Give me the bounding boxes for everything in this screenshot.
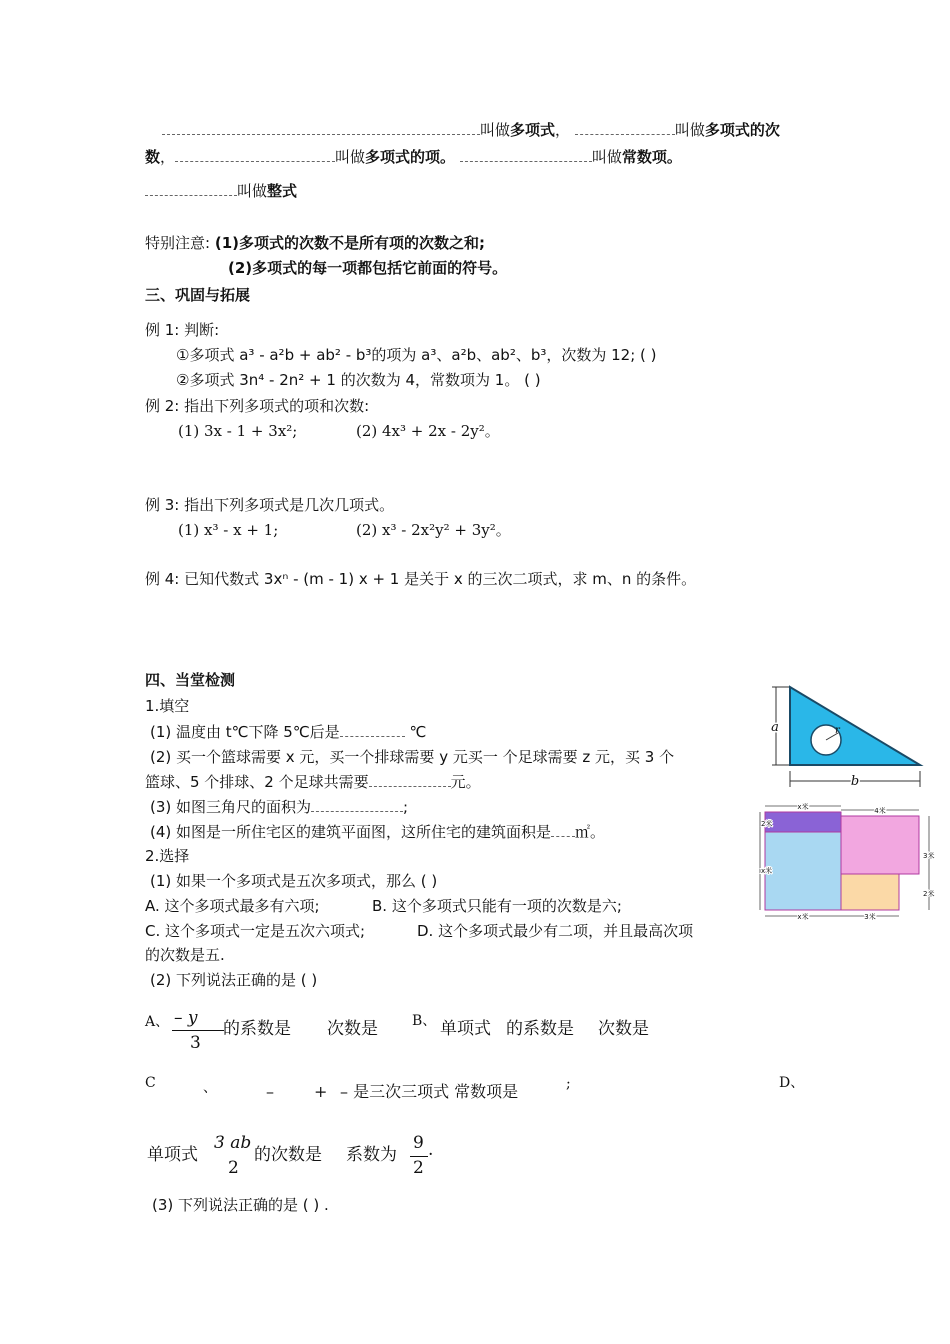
definition-line-1: 叫做多项式， 叫做多项式的次 — [162, 120, 780, 140]
fill-q4: (4) 如图是一所住宅区的建筑平面图，这所住宅的建筑面积是 ㎡。 — [150, 823, 606, 841]
definition-line-3: 叫做整式 — [145, 181, 297, 201]
blank-constant[interactable] — [460, 147, 592, 162]
room-purple — [765, 812, 841, 832]
ex3-title: 例 3: 指出下列多项式是几次几项式。 — [145, 496, 395, 514]
fill-q3-blank[interactable] — [311, 797, 403, 812]
option-a-fraction-bar — [172, 1030, 224, 1031]
room-peach — [841, 874, 899, 910]
ex1-title: 例 1: 判断: — [145, 321, 220, 339]
triangle-ruler-figure — [770, 683, 926, 793]
ex2-title: 例 2: 指出下列多项式的项和次数: — [145, 397, 370, 415]
option-a-numerator: – y — [174, 1008, 198, 1028]
ex2-part2: (2) 4x³ + 2x - 2y²。 — [356, 422, 500, 440]
option-c-label: C — [145, 1075, 156, 1091]
option-a-text1: 的系数是 — [223, 1019, 291, 1039]
label-a: a — [771, 720, 779, 735]
label-bottom-3: 3米 — [864, 913, 876, 921]
option-d-label: D、 — [779, 1075, 805, 1091]
option-c-plus: + — [314, 1082, 328, 1101]
ex1-q2: ②多项式 3n⁴ - 2n² + 1 的次数为 4，常数项为 1。 ( ) — [176, 371, 541, 389]
room-pink — [841, 816, 919, 874]
option-c-separator: 、 — [203, 1080, 217, 1096]
option-d-text1: 单项式 — [147, 1145, 198, 1165]
choice-q2: (2) 下列说法正确的是 ( ) — [150, 971, 318, 989]
choice-q1-option-d-cont: 的次数是五. — [145, 946, 225, 964]
fill-q1-blank[interactable] — [340, 722, 405, 737]
ex3-part2: (2) x³ - 2x²y² + 3y²。 — [356, 521, 511, 539]
fill-q1: (1) 温度由 t℃下降 5℃后是 ℃ — [150, 723, 427, 741]
notice-line-1: 特别注意: (1)多项式的次数不是所有项的次数之和; — [145, 234, 485, 252]
label-top-4: 4米 — [874, 807, 886, 815]
option-d-end: . — [428, 1140, 434, 1160]
choice-q1-option-b: B. 这个多项式只能有一项的次数是六; — [372, 897, 622, 915]
choice-q3: (3) 下列说法正确的是 ( ) . — [152, 1196, 329, 1214]
building-plan-figure — [757, 800, 943, 922]
option-b-text3: 次数是 — [598, 1019, 649, 1039]
definition-line-2: 数， 叫做多项式的项。 叫做常数项。 — [145, 148, 682, 166]
label-right-2: 2米 — [923, 890, 935, 898]
label-right-3: 3米 — [923, 852, 935, 860]
choice-q1-option-a: A. 这个多项式最多有六项; — [145, 897, 320, 915]
option-a-text2: 次数是 — [327, 1019, 378, 1039]
option-a-label: A、 — [145, 1014, 170, 1030]
label-left-2: 2米 — [761, 820, 773, 828]
blank-integral[interactable] — [145, 181, 237, 196]
option-a-denominator: 3 — [190, 1033, 201, 1053]
option-d-text2: 的次数是 — [254, 1145, 322, 1165]
option-c-minus: – — [266, 1082, 274, 1101]
section3-title: 三、巩固与拓展 — [145, 286, 251, 304]
option-d-denominator: 2 — [228, 1158, 239, 1178]
ex1-q1: ①多项式 a³ - a²b + ab² - b³的项为 a³、a²b、ab²、b³，次数为 12; ( ) — [176, 346, 657, 364]
label-b: b — [850, 774, 860, 789]
choice-q1: (1) 如果一个多项式是五次多项式，那么 ( ) — [150, 872, 438, 890]
ex4: 例 4: 已知代数式 3xⁿ - (m - 1) x + 1 是关于 x 的三次二项式，求 m、n 的条件。 — [145, 570, 697, 588]
choice-q1-option-d: D. 这个多项式最少有二项，并且最高次项 — [417, 922, 694, 940]
triangle-shape — [790, 687, 920, 765]
option-c-semicolon: ; — [566, 1076, 571, 1092]
option-d-numerator2: 9 — [413, 1133, 424, 1153]
label-top-x: x米 — [797, 803, 809, 811]
option-b-label: B、 — [412, 1013, 437, 1029]
option-d-fraction-bar — [410, 1156, 428, 1157]
fill-q2-blank[interactable] — [369, 772, 451, 787]
fill-q3: (3) 如图三角尺的面积为 ; — [150, 798, 409, 816]
label-left-x: x米 — [761, 867, 773, 875]
section4-title: 四、当堂检测 — [145, 671, 236, 689]
option-b-text2: 的系数是 — [506, 1019, 574, 1039]
choice-title: 2.选择 — [145, 847, 190, 865]
label-r: r — [835, 725, 840, 736]
blank-degree[interactable] — [575, 120, 675, 135]
blank-polynomial[interactable] — [162, 120, 480, 135]
ex3-part1: (1) x³ - x + 1; — [178, 521, 279, 539]
notice-line-2: (2)多项式的每一项都包括它前面的符号。 — [228, 259, 508, 277]
fill-q2-line2: 篮球、5 个排球、2 个足球共需要 元。 — [145, 773, 481, 791]
fill-q4-blank[interactable] — [551, 822, 575, 837]
ex2-part1: (1) 3x - 1 + 3x²; — [178, 422, 298, 440]
choice-q1-option-c: C. 这个多项式一定是五次六项式; — [145, 922, 366, 940]
option-d-numerator: 3 ab — [214, 1133, 252, 1153]
option-d-text3: 系数为 — [346, 1145, 397, 1165]
room-blue — [765, 832, 841, 910]
label-bottom-x: x米 — [797, 913, 809, 921]
fill-q2-line1: (2) 买一个篮球需要 x 元，买一个排球需要 y 元买一 个足球需要 z 元，买 3 个 — [150, 748, 675, 766]
blank-term[interactable] — [175, 147, 335, 162]
option-c-text: – 是三次三项式 常数项是 — [340, 1082, 519, 1101]
option-d-denominator2: 2 — [413, 1158, 424, 1178]
option-b-text1: 单项式 — [440, 1019, 491, 1039]
fill-title: 1.填空 — [145, 697, 190, 715]
